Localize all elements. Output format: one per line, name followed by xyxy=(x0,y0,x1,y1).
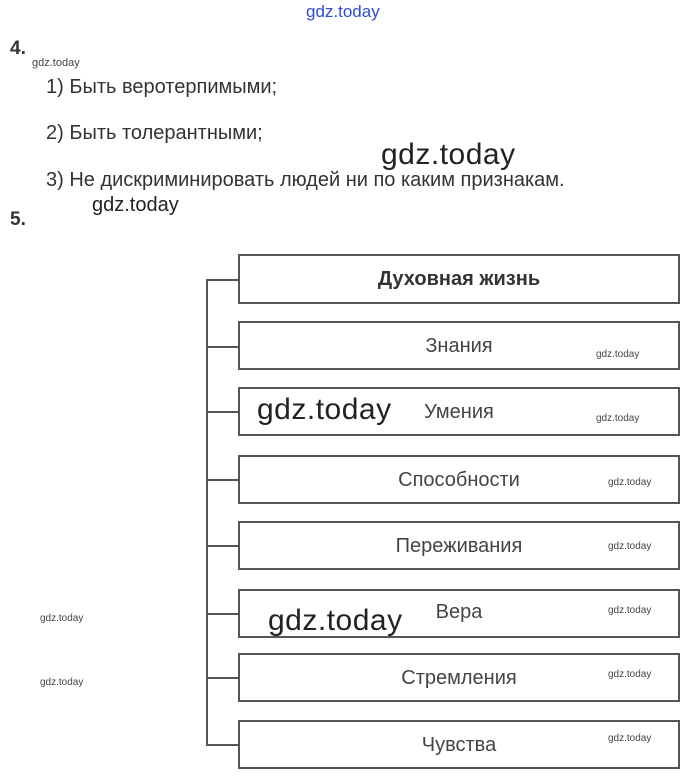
tree-branch xyxy=(206,613,239,615)
tree-branch xyxy=(206,279,239,281)
diagram-root-box xyxy=(238,254,680,304)
tree-branch xyxy=(206,411,239,413)
watermark: gdz.today xyxy=(608,605,652,616)
diagram-node-label: Знания xyxy=(425,335,493,357)
watermark: gdz.today xyxy=(608,669,652,680)
diagram-node-box xyxy=(238,720,680,769)
diagram-node-label: Вера xyxy=(435,601,483,623)
task-4-item: 1) Быть веротерпимыми; xyxy=(46,76,278,98)
diagram-node-label: Переживания xyxy=(395,535,523,557)
watermark: gdz.today xyxy=(608,541,652,552)
watermark: gdz.today xyxy=(381,138,516,171)
tree-branch xyxy=(206,744,239,746)
watermark: gdz.today xyxy=(596,413,640,424)
task-4-item: 2) Быть толерантными; xyxy=(46,122,263,144)
watermark: gdz.today xyxy=(608,477,652,488)
watermark: gdz.today xyxy=(596,349,640,360)
diagram-node-box xyxy=(238,321,680,370)
diagram-node-label: Умения xyxy=(424,401,494,423)
diagram-node-label: Способности xyxy=(398,469,520,491)
watermark: gdz.today xyxy=(257,393,392,426)
watermark: gdz.today xyxy=(268,604,403,637)
diagram-root-label: Духовная жизнь xyxy=(377,268,541,290)
watermark: gdz.today xyxy=(608,733,652,744)
watermark: gdz.today xyxy=(32,57,80,69)
watermark: gdz.today xyxy=(40,613,84,624)
tree-branch xyxy=(206,677,239,679)
diagram-node-label: Чувства xyxy=(421,734,497,756)
task-4-item: 3) Не дискриминировать людей ни по каким признакам. xyxy=(46,169,565,191)
task-4-number: 4. xyxy=(10,38,26,59)
tree-vertical-line xyxy=(206,279,208,746)
watermark-top: gdz.today xyxy=(306,2,380,21)
tree-branch xyxy=(206,346,239,348)
tree-branch xyxy=(206,479,239,481)
diagram-node-label: Стремления xyxy=(401,667,517,689)
tree-branch xyxy=(206,545,239,547)
watermark: gdz.today xyxy=(40,677,84,688)
watermark: gdz.today xyxy=(92,194,179,216)
task-5-number: 5. xyxy=(10,209,26,230)
